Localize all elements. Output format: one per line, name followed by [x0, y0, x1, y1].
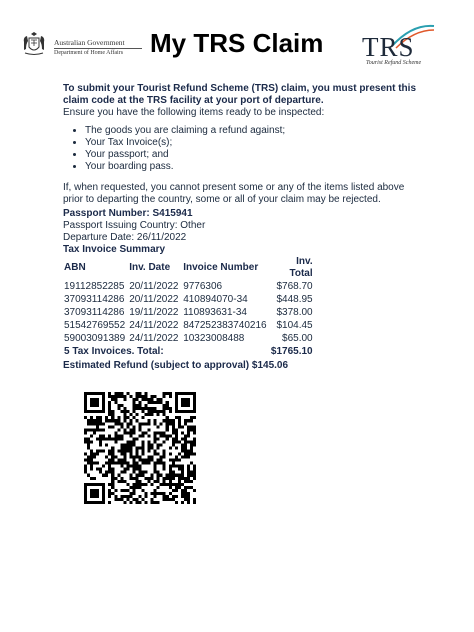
list-item: • The goods you are claiming a refund against; — [85, 125, 423, 137]
summary-title: Tax Invoice Summary — [63, 244, 166, 255]
gov-line-2: Department of Home Affairs — [54, 50, 124, 56]
invoice-table — [64, 256, 313, 358]
table-row — [64, 293, 313, 306]
cell-abn: 37093114286 — [64, 306, 125, 318]
cell-invoice: 10323008488 — [183, 332, 245, 344]
col-header-invoice: Invoice Number — [183, 262, 259, 273]
cell-total: $65.00 — [282, 332, 313, 344]
col-header-abn: ABN — [64, 262, 86, 273]
intro-text: To submit your Tourist Refund Scheme (TRS) claim, you must present this claim code at the TRS facility at your port of departure. — [63, 83, 417, 106]
list-item: • Your boarding pass. — [85, 161, 423, 173]
trs-logo-subtitle: Tourist Refund Scheme — [366, 60, 422, 66]
page-title: My TRS Claim — [150, 28, 324, 58]
claim-content — [63, 83, 423, 372]
cell-abn: 19112852285 — [64, 280, 125, 292]
table-row — [64, 280, 313, 293]
cell-invoice: 410894070-34 — [183, 293, 248, 305]
required-items-list — [63, 125, 423, 173]
cell-date: 20/11/2022 — [129, 293, 179, 305]
warning-text: If, when requested, you cannot present some or any of the items listed above prior to departing the country, some or all of your claim may be rejected. — [63, 182, 405, 205]
australian-government-logo — [22, 32, 132, 64]
cell-total: $448.95 — [276, 293, 313, 305]
table-total-row — [64, 345, 313, 358]
cell-invoice: 847252383740216 — [183, 319, 267, 331]
table-row — [64, 332, 313, 345]
cell-invoice: 9776306 — [183, 280, 223, 292]
gov-divider — [54, 48, 142, 49]
cell-total: $104.45 — [276, 319, 313, 331]
cell-abn: 59003091389 — [64, 332, 126, 344]
departure-date: Departure Date: 26/11/2022 — [63, 232, 187, 243]
col-header-date: Inv. Date — [129, 262, 171, 273]
total-label: 5 Tax Invoices. Total: — [64, 345, 164, 357]
cell-total: $768.70 — [276, 280, 313, 292]
trs-logo — [356, 22, 436, 72]
cell-date: 24/11/2022 — [129, 332, 179, 344]
cell-total: $378.00 — [276, 306, 313, 318]
cell-invoice: 110893631-34 — [183, 306, 247, 318]
table-row — [64, 306, 313, 319]
cell-date: 19/11/2022 — [129, 306, 179, 318]
trs-logo-text: TRS — [362, 32, 415, 62]
table-header-row — [64, 256, 313, 280]
gov-line-1: Australian Government — [54, 38, 125, 47]
ensure-text: Ensure you have the following items ready to be inspected: — [63, 107, 325, 118]
estimated-refund: Estimated Refund (subject to approval) $145.06 — [63, 360, 289, 371]
cell-date: 20/11/2022 — [129, 280, 179, 292]
passport-country: Passport Issuing Country: Other — [63, 220, 206, 231]
col-header-total: Inv. Total — [289, 256, 313, 279]
cell-abn: 51542769552 — [64, 319, 126, 331]
cell-date: 24/11/2022 — [129, 319, 179, 331]
coat-of-arms-icon — [22, 32, 46, 58]
passport-number: Passport Number: S415941 — [63, 208, 193, 219]
list-item: • Your passport; and — [85, 149, 423, 161]
cell-abn: 37093114286 — [64, 293, 125, 305]
page-header — [0, 22, 474, 76]
qr-code — [84, 392, 196, 504]
list-item: • Your Tax Invoice(s); — [85, 137, 423, 149]
table-row — [64, 319, 313, 332]
total-value: $1765.10 — [270, 345, 313, 357]
